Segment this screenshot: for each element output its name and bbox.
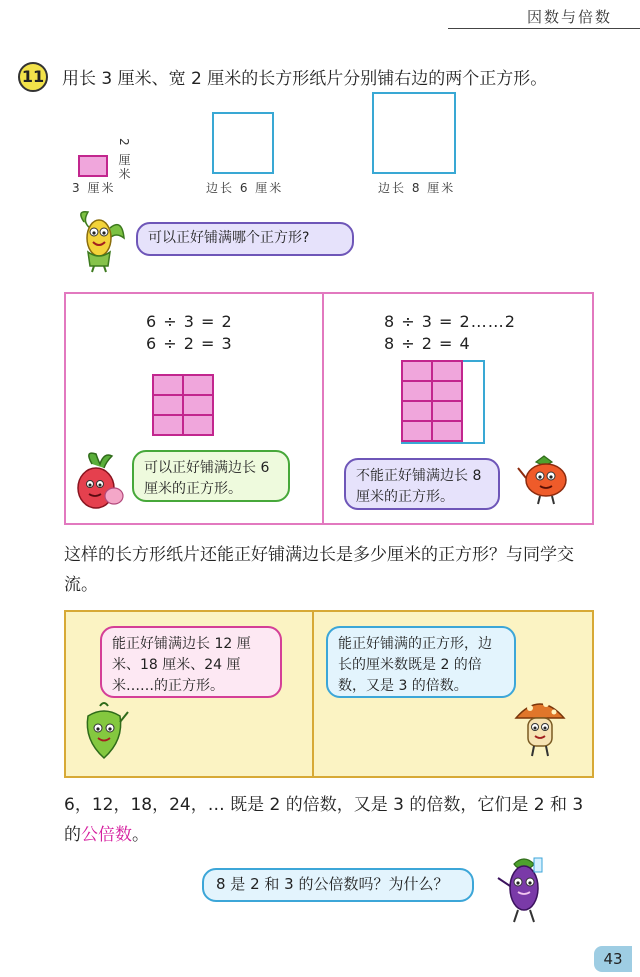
problem-text: 用长 3 厘米、宽 2 厘米的长方形纸片分别铺右边的两个正方形。 (62, 69, 548, 89)
rect-length-label: 3 厘米 (72, 181, 116, 195)
square-side-6 (212, 112, 274, 174)
discussion-divider (312, 612, 314, 776)
tiled-square-6 (152, 374, 214, 436)
conclusion-end: 。 (132, 825, 149, 845)
corn-mascot-icon (70, 208, 128, 274)
tomato-mascot-icon (514, 452, 574, 508)
pepper-mascot-icon (76, 700, 130, 766)
eggplant-mascot-icon (494, 852, 556, 926)
final-question-bubble: 8 是 2 和 3 的公倍数吗？为什么？ (202, 868, 474, 902)
problem-number-badge: 11 (18, 62, 48, 92)
paper-rectangle (78, 155, 108, 177)
left-discussion-bubble: 能正好铺满边长 12 厘米、18 厘米、24 厘米……的正方形。 (100, 626, 282, 698)
square2-label: 边长 8 厘米 (378, 181, 456, 195)
right-equation-2: 8 ÷ 2 = 4 (384, 334, 471, 353)
right-discussion-bubble: 能正好铺满的正方形，边长的厘米数既是 2 的倍数，又是 3 的倍数。 (326, 626, 516, 698)
rect-width-label: 2 厘米 (117, 138, 131, 182)
right-equation-1: 8 ÷ 3 = 2……2 (384, 312, 516, 331)
radish-mascot-icon (72, 450, 128, 512)
tiled-square-8 (401, 360, 485, 444)
left-equation-2: 6 ÷ 2 = 3 (146, 334, 233, 353)
question-bubble: 可以正好铺满哪个正方形? (136, 222, 354, 256)
square1-label: 边长 6 厘米 (206, 181, 284, 195)
page-number: 43 (594, 946, 632, 972)
conclusion-main: 6，12，18，24，… 既是 2 的倍数，又是 3 的倍数，它们是 2 和 3 的 (64, 795, 584, 845)
discussion-text: 这样的长方形纸片还能正好铺满边长是多少厘米的正方形？与同学交流。 (64, 545, 574, 595)
mushroom-mascot-icon (510, 694, 570, 760)
common-multiple-term: 公倍数 (81, 825, 132, 845)
chapter-title: 因数与倍数 (526, 8, 612, 26)
conclusion-text (64, 790, 604, 850)
comparison-divider (322, 294, 324, 523)
header-divider (448, 28, 640, 29)
left-equation-1: 6 ÷ 3 = 2 (146, 312, 233, 331)
square-side-8 (372, 92, 456, 174)
left-result-bubble: 可以正好铺满边长 6 厘米的正方形。 (132, 450, 290, 502)
right-result-bubble: 不能正好铺满边长 8 厘米的正方形。 (344, 458, 500, 510)
